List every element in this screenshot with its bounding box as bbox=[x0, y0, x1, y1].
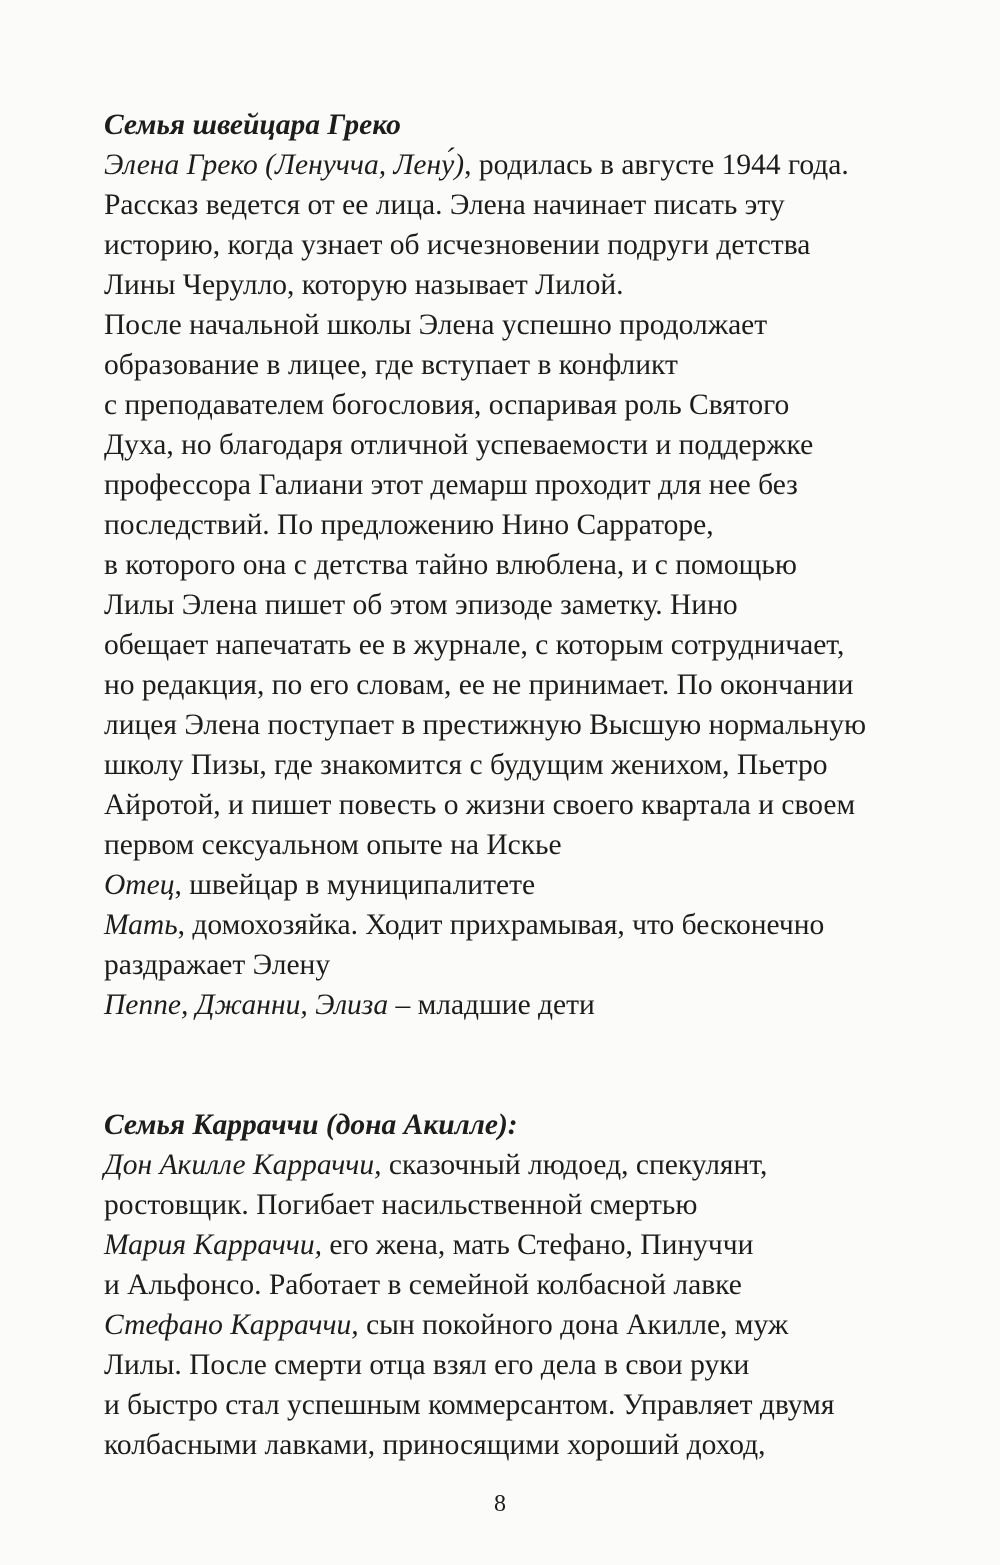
text-line: профессора Галиани этот демарш проходит для нее без bbox=[104, 469, 798, 501]
text-line: Рассказ ведется от ее лица. Элена начинает писать эту bbox=[104, 189, 785, 221]
text-line: Айротой, и пишет повесть о жизни своего квартала и своем bbox=[104, 789, 856, 821]
text-span: , швейцар в муниципалитете bbox=[174, 869, 536, 901]
character-name-children: Пеппе, Джанни, Элиза bbox=[104, 989, 389, 1021]
text-span: , родилась в августе 1944 года. bbox=[464, 149, 849, 181]
section-gap bbox=[104, 1025, 954, 1105]
text-span: сказочный людоед, спекулянт, bbox=[381, 1149, 768, 1181]
text-line: лицея Элена поступает в престижную Высшую нормальную bbox=[104, 709, 867, 741]
text-line: и Альфонсо. Работает в семейной колбасной лавке bbox=[104, 1269, 742, 1301]
character-name-elena: Элена Греко (Ленучча, Лену́) bbox=[104, 149, 465, 181]
text-span: сын покойного дона Акилле, муж bbox=[358, 1309, 789, 1341]
text-line: в которого она с детства тайно влюблена, и с помощью bbox=[104, 549, 797, 581]
text-line: Духа, но благодаря отличной успеваемости и поддержке bbox=[104, 429, 814, 461]
character-name-father: Отец bbox=[104, 869, 175, 901]
character-name-don-achille: Дон Акилле Карраччи, bbox=[104, 1149, 382, 1181]
text-line: После начальной школы Элена успешно продолжает bbox=[104, 309, 768, 341]
text-line: обещает напечатать ее в журнале, с которым сотрудничает, bbox=[104, 629, 845, 661]
text-line: ростовщик. Погибает насильственной смертью bbox=[104, 1189, 698, 1221]
character-name-stefano: Стефано Карраччи, bbox=[104, 1309, 359, 1341]
character-name-mother: Мать bbox=[104, 909, 178, 941]
text-line bbox=[104, 865, 954, 905]
text-line: Лины Черулло, которую называет Лилой. bbox=[104, 269, 624, 301]
text-line: но редакция, по его словам, ее не принимает. По окончании bbox=[104, 669, 854, 701]
text-line bbox=[104, 905, 954, 945]
text-line: колбасными лавками, приносящими хороший доход, bbox=[104, 1429, 766, 1461]
text-line bbox=[104, 985, 954, 1025]
section-heading-carracci: Семья Карраччи (дона Акилле): bbox=[104, 1109, 518, 1141]
section-heading-greco: Семья швейцара Греко bbox=[104, 109, 401, 141]
text-line bbox=[104, 1305, 954, 1345]
text-line: и быстро стал успешным коммерсантом. Управляет двумя bbox=[104, 1389, 835, 1421]
text-line bbox=[104, 1145, 954, 1185]
text-line bbox=[104, 145, 954, 185]
page-number: 8 bbox=[494, 1491, 506, 1517]
text-line: историю, когда узнает об исчезновении подруги детства bbox=[104, 229, 811, 261]
text-line: последствий. По предложению Нино Сарраторе, bbox=[104, 509, 714, 541]
text-line: с преподавателем богословия, оспаривая роль Святого bbox=[104, 389, 790, 421]
text-line bbox=[104, 1225, 954, 1265]
text-line: образование в лицее, где вступает в конфликт bbox=[104, 349, 678, 381]
book-page bbox=[104, 105, 954, 1465]
character-name-maria: Мария Карраччи, bbox=[104, 1229, 322, 1261]
text-line: первом сексуальном опыте на Искье bbox=[104, 829, 562, 861]
text-span: , домохозяйка. Ходит прихрамывая, что бесконечно bbox=[177, 909, 825, 941]
text-span: – младшие дети bbox=[388, 989, 595, 1021]
text-span: его жена, мать Стефано, Пинуччи bbox=[321, 1229, 754, 1261]
text-line: школу Пизы, где знакомится с будущим женихом, Пьетро bbox=[104, 749, 828, 781]
text-line: раздражает Элену bbox=[104, 949, 331, 981]
text-line: Лилы. После смерти отца взял его дела в свои руки bbox=[104, 1349, 750, 1381]
text-line: Лилы Элена пишет об этом эпизоде заметку. Нино bbox=[104, 589, 738, 621]
